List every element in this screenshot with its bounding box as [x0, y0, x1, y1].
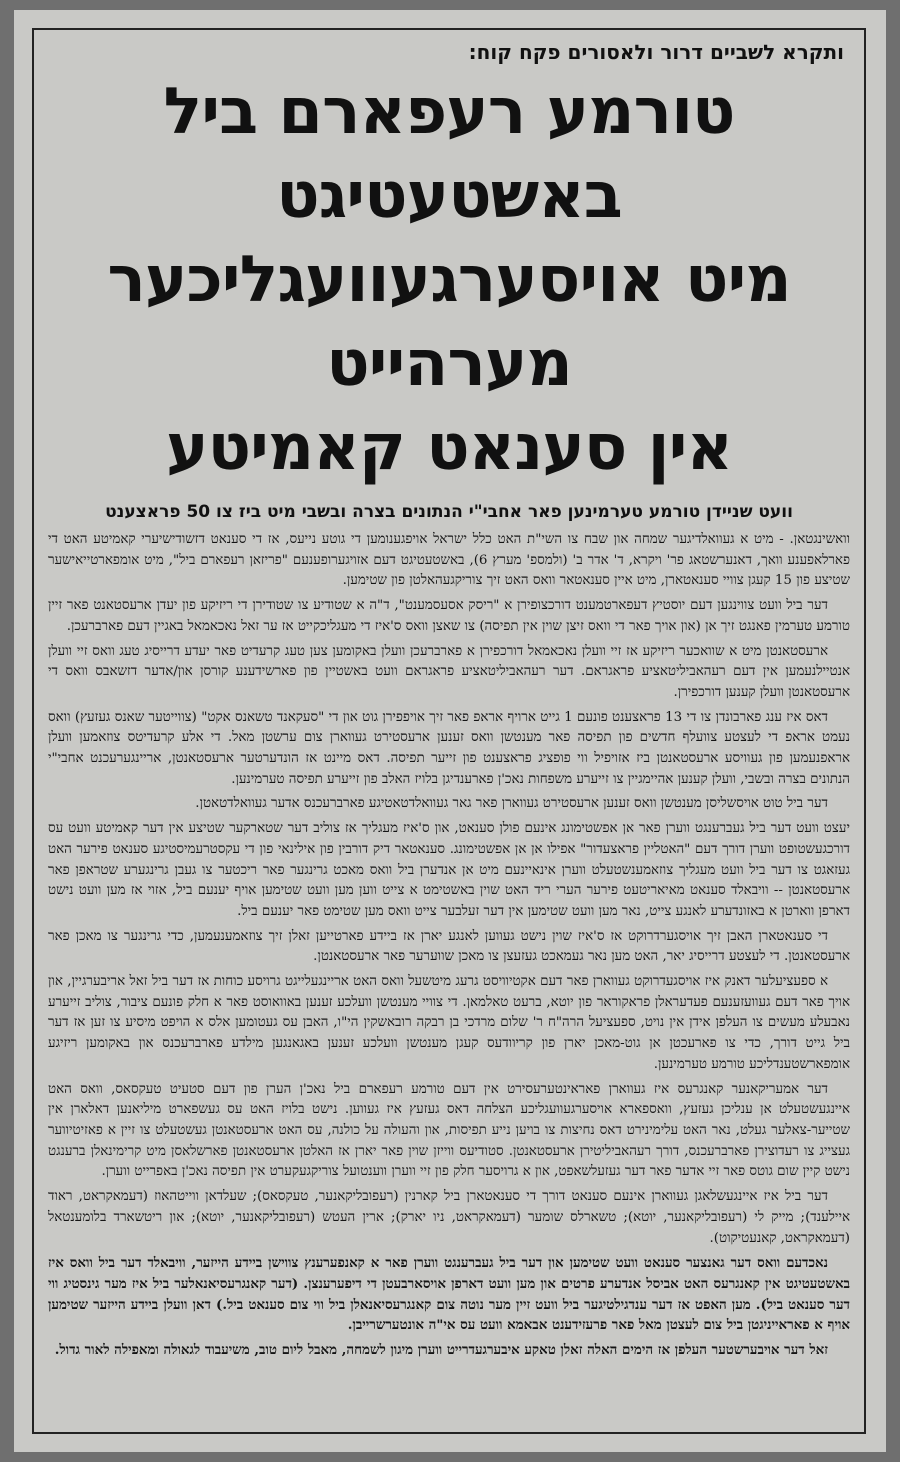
- body-paragraph: וואשינגטאן. - מיט א געוואלדיגער שמחה און שבח צו השי"ת האט כלל ישראל אויפגענומען די גוטע נייעס, אז די סענאט דזשודישיערי קאמיטע האט די פארלאפענע וואך, דאנערשטאג פר' ויקרא, ד' אדר ב' (ולמספ' מערץ 6), באשטעטיגט דעם אזויגערופענעם "פריזאן רעפארם ביל", מיט אומפארטייאישער שטיצע פון 15 קעגן צוויי סענאטארן, מיט איין סענאטאר וואס האט זיך צוריקגעהאלטן פון שטימען.: [48, 532, 850, 589]
- article-body: [48, 530, 850, 1361]
- newspaper-page: [14, 10, 886, 1452]
- article: [48, 30, 850, 1432]
- body-paragraph: דער ביל איז איינגעשלאגן געווארן אינעם סענאט דורך די סענאטארן ביל קארנין (רעפובליקאנער, טעקסאס); שעלדאן ווייטהאוז (דעמאקראט, ראוד איילענד); מייק לי (רעפובליקאנער, יוטא); טשארלס שומער (דעמאקראט, ניו יארק); ארין העטש (רעפובליקאנער, יוטא); און ריטשארד בלומענטאל (דעמאקראט, קאנעטיקוט).: [48, 1189, 850, 1246]
- article-kicker: ותקרא לשביים דרור ולאסורים פקח קוח:: [468, 40, 844, 64]
- body-paragraph: דער ביל טוט אויסשליסן מענטשן וואס זענען ארעסטירט געווארן פאר גאר געוואלדטאטיגע פארברעכנס אדער געוואלדטאטן.: [195, 796, 828, 812]
- headline-line: אין סענאט קאמיטע: [165, 411, 733, 485]
- article-frame: [32, 28, 866, 1434]
- body-paragraph: זאל דער אויבערשטער העלפן אז הימים האלה זאלן טאקע איבערגעדרייט ווערן מיגון לשמחה, מאבל ליום טוב, משיעבוד לגאולה ומאפילה לאור גדול.: [54, 1342, 828, 1359]
- article-subheadline: וועט שניידן טורמע טערמינען פאר אחבי"י הנתונים בצרה ובשבי מיט ביז צו 50 פראצענט: [105, 502, 793, 522]
- body-paragraph: דאס איז ענג פארבונדן צו די 13 פראצענט פונעם 1 גייט ארויף אראפ פאר זיך אויפפירן גוט און די "סעקאנד טשאנס אקט" (צווייטער שאנס געזעץ) וואס נעמט אראפ די לעצטע צוועלף חדשים פון תפיסה פאר מענטשן וואס זענען ארעסטירט געווארן צום ערשטן מאל. די אלע קרעדיטס צוזאמען וועלן אראפנעמען פון געוויסע ארעסטאנטן ביז אזויפיל ווי פופציג פראצענט פון זייער תפיסה. דאס מיינט אז הונדערטער ארעסטאנטן, אריינגערעכנט אחבי"י הנתונים בצרה ובשבי, וועלן קענען אהיימגיין צו זייערע משפחות נאכ'ן פארענדיגן בלויז האלב פון זייערע תפיסה טערמינען.: [48, 709, 850, 787]
- headline-line: מיט אויסערגעוועגליכער מערהייט: [107, 243, 791, 401]
- body-paragraph: נאכדעם וואס דער גאנצער סענאט וועט שטימען און דער ביל געברענגט ווערן פאר א קאנפערענץ צווישן ביידע הייזער, וויבאלד דער ביל וואס איז באשטעטיגט אין קאנגרעס האט אביסל אנדערע פרטים און מען וועט דארפן אויסארבעטן די דיפערענצן. (דער קאנגרעסיאנאלער ביל איז מער גינסטיג ווי דער סענאט ביל). מען האפט אז דער ענדגילטיגער ביל וועט זיין מער נוטה צום קאנגרעסיאנאלן ביל ווי צום סענאט ביל.) דאן וועלן ביידע הייזער שטימען אויף א פאראייניגטן ביל צום לעצטן מאל פאר פרעזידענט אבאמא וועט עס אי"ה אונטערשרייבן.: [48, 1255, 850, 1334]
- body-paragraph: דער ביל וועט צווינגען דעם יוסטיץ דעפארטמענט דורכצופירן א "ריסק אסעסמענט", ד"ה א שטודיע צו שטודירן די ריזיקע פון יעדן ארעסטאנט פאר זיין טורמע טערמין פאנגט זיך אן (און אויך פאר די וואס זיצן שוין אין תפיסה) צו שאצן וואס ס'איז די מעגליכקייט אז ער זאל נאכאמאל באגיין דעם פארברעכן.: [48, 598, 850, 634]
- body-paragraph: ארעסטאנטן מיט א שוואכער ריזיקע אז זיי וועלן נאכאמאל דורכפירן א פארברעכן וועלן באקומען צען טעג קרעדיט פאר יעדע דרייסיג טעג וואס זיי וועלן אנטיילנעמען אין דעם רעהאביליטאציע פראגראם. דער רעהאביליטאציע פראגראם וועט באשטיין פון פארשידענע קורסן און/אדער דזשאבס וואס די ארעסטאנטן וועלן קענען דורכפירן.: [48, 643, 850, 700]
- body-paragraph: יעצט וועט דער ביל געברענגט ווערן פאר אן אפשטימונג אינעם פולן סענאט, און ס'איז מעגליך אז צוליב דער שטארקער שטיצע אין דער קאמיטע וועט עס דורכגעשטופט ווערן דורך דעם "האטליין פראצעדור" אפילו אן אן אפשטימונג. סענאטאר דיק דורבין פון אילינאי פון די עקסטרעמיסטיגע סענאט פירער האט געזאגט צו דער ביל וועט מעגליך צוזאמענשטעלט ווערן אינאיינעם מיט אן אנדערן ביל וואס מאכט גרינגער פאר ריכטער צו געבן גרינגערע שטראפן פאר ארעסטאנטן -- וויבאלד סענאט מאיאריטעט פירער הערי ריד האט שוין באשטימט א צייט ווען מען וועט שטימען אויף יענעם ביל, אזוי אז מען וועט נישט דארפן ווארטן א באזונדערע לאנגע צייט, נאר מען וועט שטימען אין דער זעלבער צייט וואס מען שטימט פאר יענעם ביל.: [48, 821, 850, 919]
- body-paragraph: די סענאטארן האבן זיך אויסגערדרוקט אז ס'איז שוין נישט געווען לאנגע יארן אז ביידע פארטייען זאלן זיך צוזאמענעמען, כדי גרינגער צו מאכן פאר ארעסטאנטן. די לעצטע דרייסיג יאר, האט מען נאר געמאכט געזעצן צו מאכן שווערער פאר ארעסטאנטן.: [48, 928, 850, 965]
- body-paragraph: דער אמעריקאנער קאנגרעס איז געווארן פאראינטערעסירט אין דעם טורמע רעפארם ביל נאכ'ן הערן פון דעם סטעיט טעקסאס, וואס האט איינגעשטעלט אן ענליכן געזעץ, וואספארא אויסערגעוועגליכע הצלחה דאס געזעץ איז געווען. נישט בלויז האט עס געשפארט מיליאנען דאלארן אין שטייער-צאלער געלט, נאר האט עלימינירט דאס נחיצות צו בויען נייע תפיסות, און והעולה על כולנה, עס האט ארעסטאנטן געשטעלט צו זיין א פאזיטיווער געצייג צו רעדוצירן פארברעכנס, דורך רעהאביליטירן ארעסטאנטן. סטודיעס ווייזן שוין פאר יארן אז האלטן ארעסטאנטן פארשלאסן מיט קרימינאלן ברענגט נישט קיין שום גוטס פאר זיי אדער פאר דער געזעלשאפט, און א גרויסער חלק פון זיי ווערן ווענטועל צוריקגעקערט אין תפיסה נאכ'ן באפרייט ווערן.: [48, 1081, 850, 1180]
- headline-line: טורמע רעפארם ביל באשטעטיגט: [163, 75, 735, 233]
- article-headline: [48, 70, 850, 490]
- body-paragraph: א ספעציעלער דאנק איז אויסגעדרוקט געווארן פאר דעם אקטיוויסט גרעג מיטשעל וואס האט אריינגעלייגט גרויסע כוחות אז דער ביל זאל אריבערגיין, און אויך פאר דעם געוועזענעם פעדעראלן פראקוראר פון יוטא, ברעט טאלמאן. די צוויי מענטשן וועלכע זענען באוואוסט פאר א חלק פונעם ציבור, צוליב זייערע נאבעלע מעשים צו העלפן אידן אין נויט, ספעציעל הרה"ח ר' שלום מרדכי בן רבקה רובאשקין הי"ו, האבן עס געטומען אלס א הויפט מיסיע צו זען אז דער ביל גייט דורך, כדי צו פארעכטן אן גוט-מאכן יארן פון קריוודעס קעגן מענטשן וועלכע זענען באגאנגען מילדע פארברעכנס און באקומען ריזיגע אומפארשטענדליכע טורמע טערמינען.: [48, 974, 850, 1072]
